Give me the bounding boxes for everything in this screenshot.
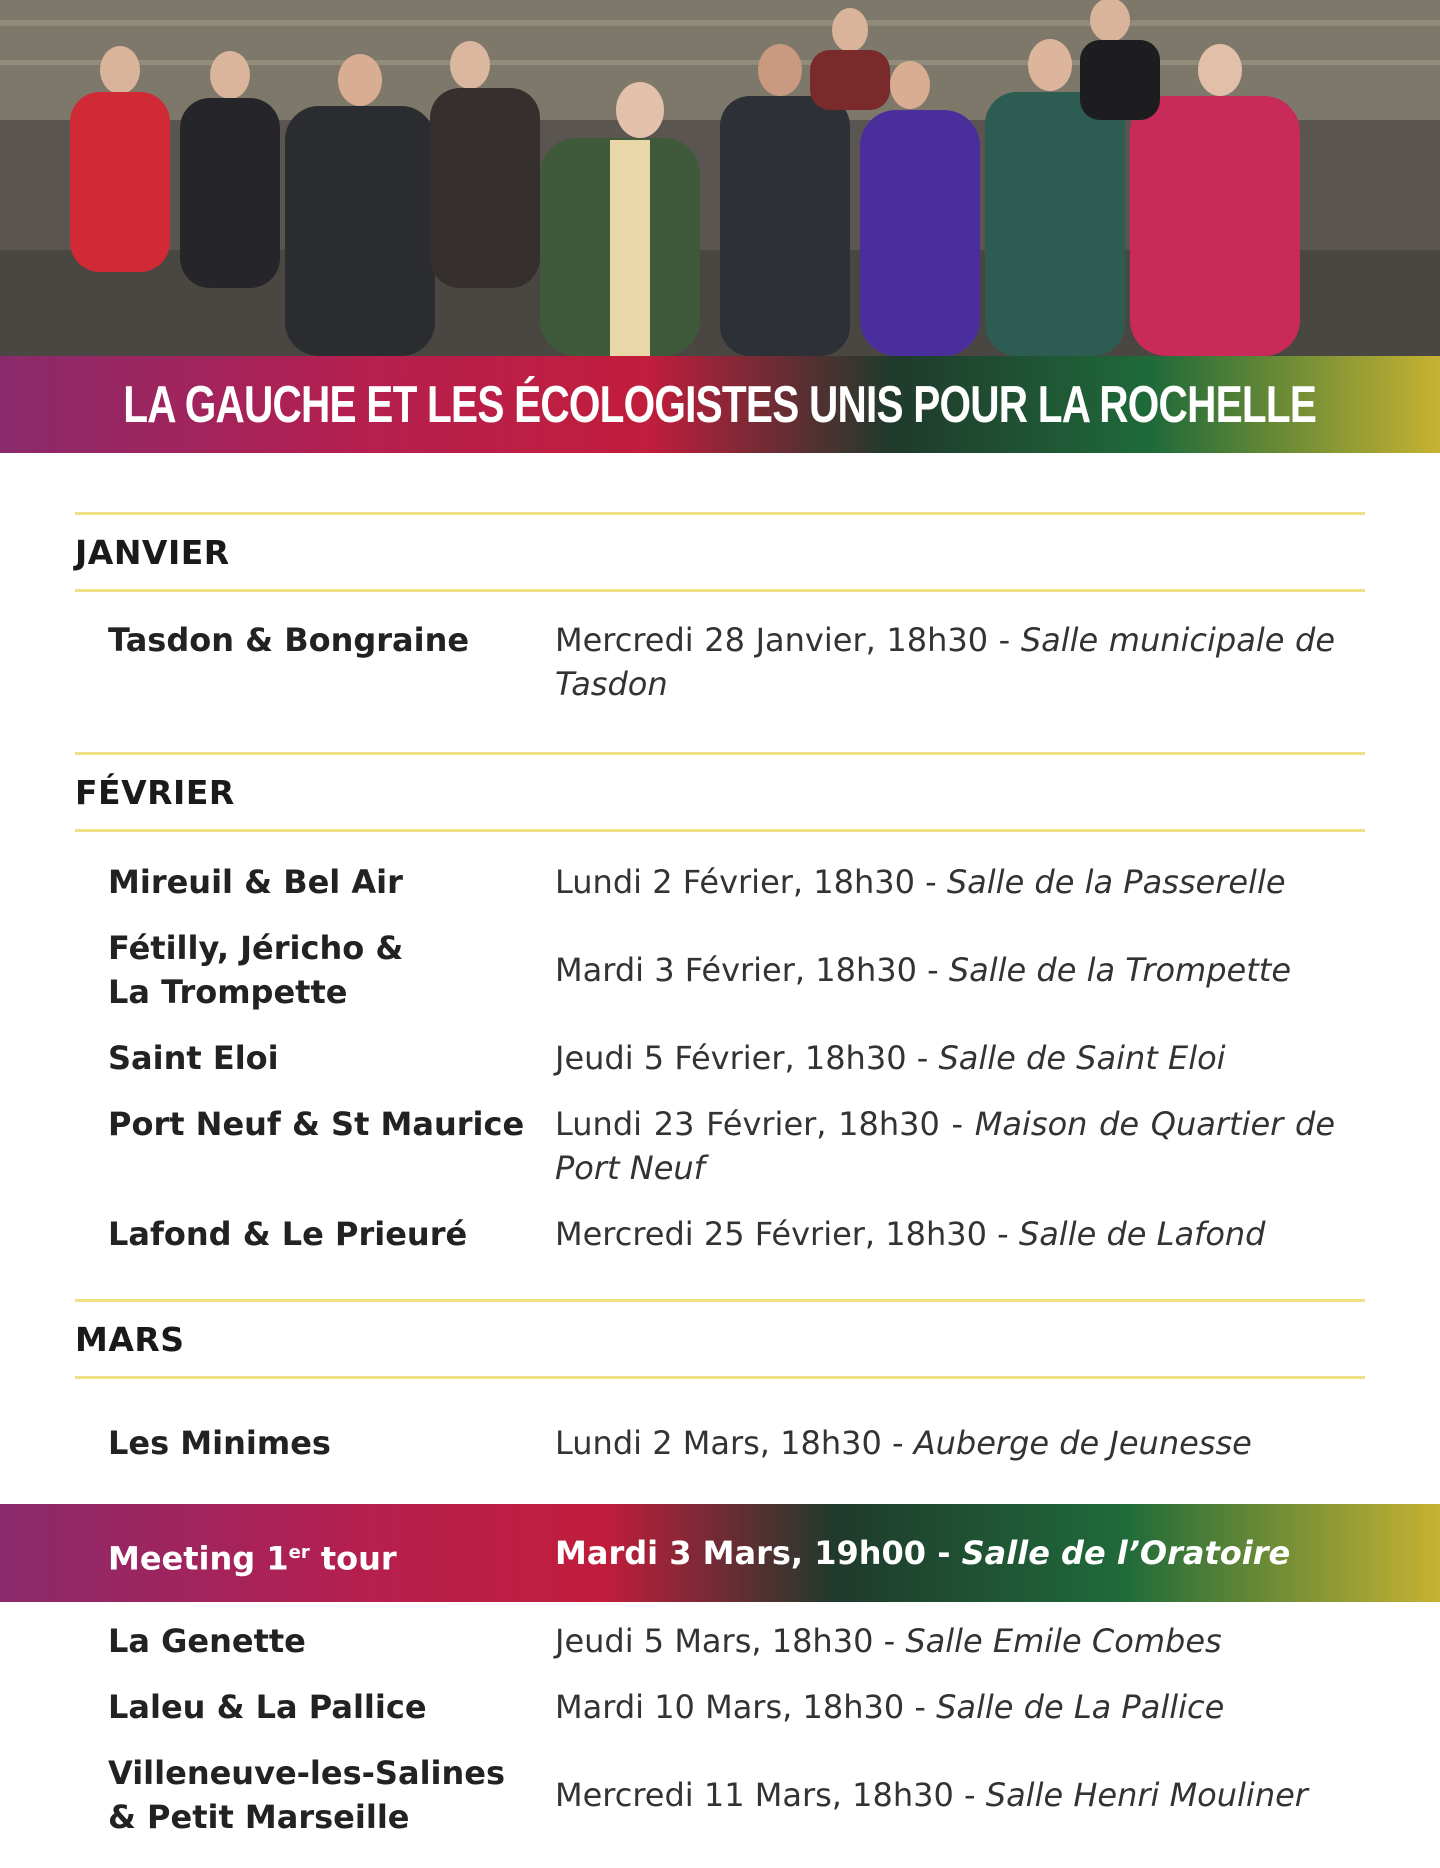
group-photo-illustration bbox=[0, 0, 1440, 356]
month-label: FÉVRIER bbox=[75, 772, 235, 812]
month-header-fevrier bbox=[75, 752, 1365, 832]
event-place: Port Neuf & St Maurice bbox=[108, 1105, 525, 1143]
event-when: Jeudi 5 Mars, 18h30 - Salle Emile Combes bbox=[555, 1622, 1222, 1660]
month-label: MARS bbox=[75, 1319, 185, 1359]
event-place: Saint Eloi bbox=[108, 1039, 279, 1077]
event-when: Mardi 3 Février, 18h30 - Salle de la Trompette bbox=[555, 951, 1291, 989]
event-place: Lafond & Le Prieuré bbox=[108, 1215, 468, 1253]
highlight-meeting-row bbox=[0, 1504, 1440, 1602]
banner-title: LA GAUCHE ET LES ÉCOLOGISTES UNIS POUR LA ROCHELLE bbox=[123, 375, 1317, 434]
month-header-mars bbox=[75, 1299, 1365, 1379]
event-when: Mardi 10 Mars, 18h30 - Salle de La Pallice bbox=[555, 1688, 1225, 1726]
campaign-banner bbox=[0, 356, 1440, 453]
event-place: Fétilly, Jéricho & La Trompette bbox=[108, 929, 404, 1011]
event-when: Lundi 2 Février, 18h30 - Salle de la Passerelle bbox=[555, 863, 1286, 901]
event-when: Jeudi 5 Février, 18h30 - Salle de Saint Eloi bbox=[555, 1039, 1226, 1077]
event-place: Meeting 1er tour bbox=[108, 1539, 397, 1578]
event-when: Mardi 3 Mars, 19h00 - Salle de l’Oratoire bbox=[555, 1534, 1291, 1572]
event-when: Mercredi 28 Janvier, 18h30 - Salle municipale de Tasdon bbox=[555, 621, 1335, 703]
event-place: La Genette bbox=[108, 1622, 306, 1660]
group-photo bbox=[0, 0, 1440, 356]
event-when: Lundi 23 Février, 18h30 - Maison de Quartier de Port Neuf bbox=[555, 1105, 1336, 1187]
event-when: Mercredi 25 Février, 18h30 - Salle de Lafond bbox=[555, 1215, 1266, 1253]
event-place: Mireuil & Bel Air bbox=[108, 863, 403, 901]
event-place: Laleu & La Pallice bbox=[108, 1688, 427, 1726]
event-place: Les Minimes bbox=[108, 1424, 331, 1462]
month-header-janvier bbox=[75, 512, 1365, 592]
event-place: Tasdon & Bongraine bbox=[108, 621, 470, 659]
event-when: Mercredi 11 Mars, 18h30 - Salle Henri Mouliner bbox=[555, 1776, 1308, 1814]
event-when: Lundi 2 Mars, 18h30 - Auberge de Jeunesse bbox=[555, 1424, 1252, 1462]
event-place: Villeneuve-les-Salines & Petit Marseille bbox=[108, 1754, 506, 1836]
month-label: JANVIER bbox=[75, 532, 230, 572]
